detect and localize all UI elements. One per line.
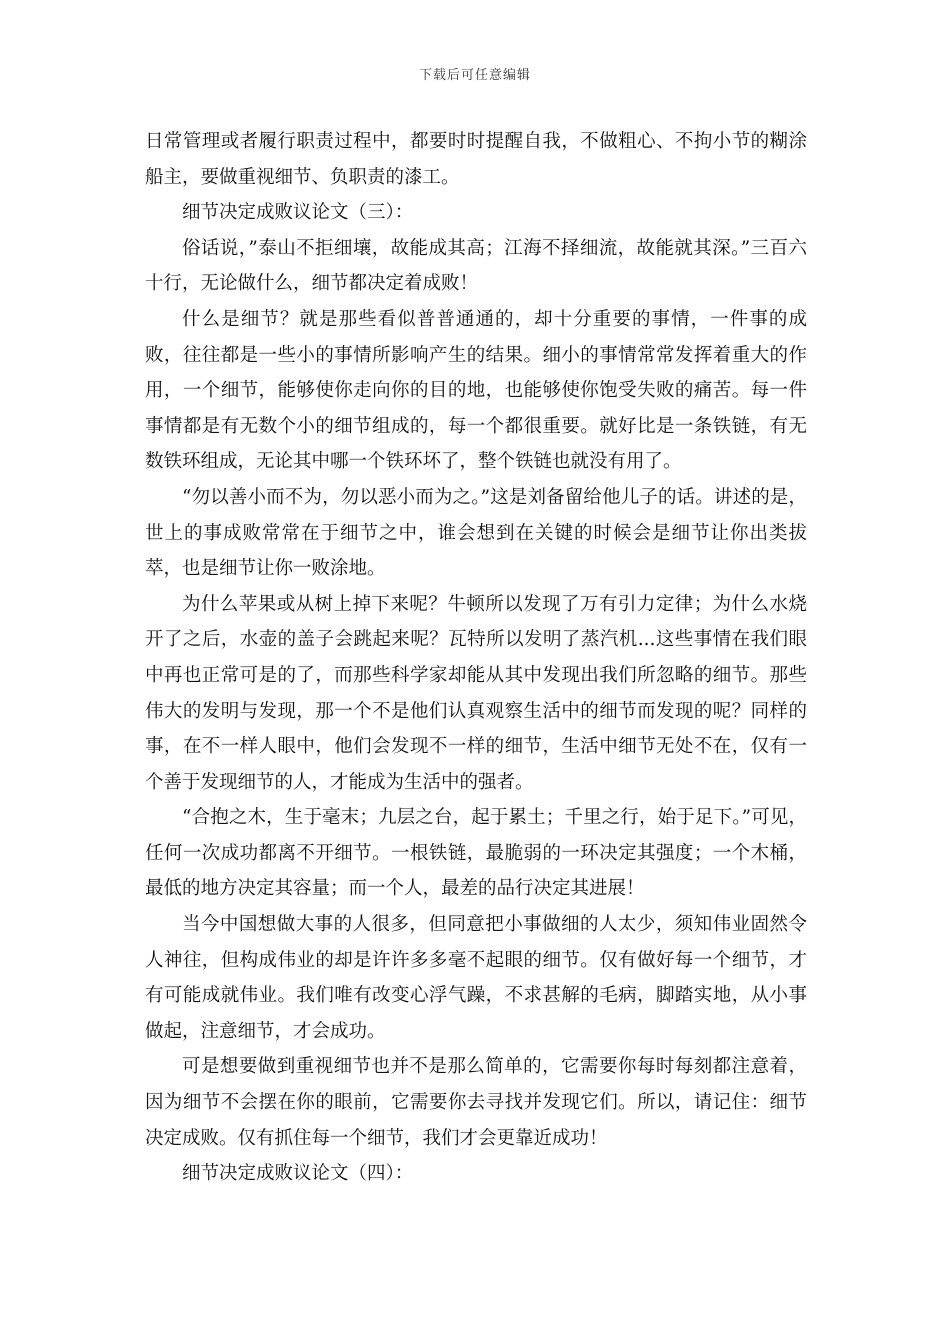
paragraph: 什么是细节？就是那些看似普普通通的，却十分重要的事情，一件事的成败，往往都是一些小的事情所影响产生的结果。细小的事情常常发挥着重大的作用，一个细节，能够使你走向你的目的地，也能够使你饱受失败的痛苦。每一件事情都是有无数个小的细节组成的，每一个都很重要。就好比是一条铁链，有无数铁环组成，无论其中哪一个铁环坏了，整个铁链也就没有用了。 [145,308,807,473]
paragraph: “合抱之木，生于毫末；九层之台，起于累土；千里之行，始于足下。”可见，任何一次成功都离不开细节。一根铁链，最脆弱的一环决定其强度；一个木桶，最低的地方决定其容量；而一个人，最差的品行决定其进展！ [145,807,807,900]
paragraph: 当今中国想做大事的人很多，但同意把小事做细的人太少，须知伟业固然令人神往，但构成伟业的却是许许多多毫不起眼的细节。仅有做好每一个细节，才有可能成就伟业。我们唯有改变心浮气躁，不求甚解的毛病，脚踏实地，从小事做起，注意细节，才会成功。 [145,914,807,1042]
paragraph: 俗话说，”泰山不拒细壤，故能成其高；江海不择细流，故能就其深。”三百六十行，无论做什么，细节都决定着成败！ [145,237,807,295]
paragraph-continuation: 日常管理或者履行职责过程中，都要时时提醒自我，不做粗心、不拘小节的糊涂船主，要做重视细节、负职责的漆工。 [145,131,807,188]
section-heading-4: 细节决定成败议论文（四）： [182,1163,414,1185]
section-heading-3: 细节决定成败议论文（三）： [182,202,414,224]
paragraph: 可是想要做到重视细节也并不是那么简单的，它需要你每时每刻都注意着，因为细节不会摆在你的眼前，它需要你去寻找并发现它们。所以，请记住：细节决定成败。仅有抓住每一个细节，我们才会更靠近成功！ [145,1056,807,1149]
paragraph: “勿以善小而不为，勿以恶小而为之。”这是刘备留给他儿子的话。讲述的是，世上的事成败常常在于细节之中，谁会想到在关键的时候会是细节让你出类拔萃，也是细节让你一败涂地。 [145,486,807,580]
page-header: 下载后可任意编辑 [418,68,531,83]
paragraph: 为什么苹果或从树上掉下来呢？牛顿所以发现了万有引力定律；为什么水烧开了之后，水壶的盖子会跳起来呢？瓦特所以发明了蒸汽机...这些事情在我们眼中再也正常可是的了，而那些科学家却能从其中发现出我们所忽略的细节。那些伟大的发明与发现，那一个不是他们认真观察生活中的细节而发现的呢？同样的事，在不一样人眼中，他们会发现不一样的细节，生活中细节无处不在，仅有一个善于发现细节的人，才能成为生活中的强者。 [145,593,807,793]
document-body [145,124,807,1192]
